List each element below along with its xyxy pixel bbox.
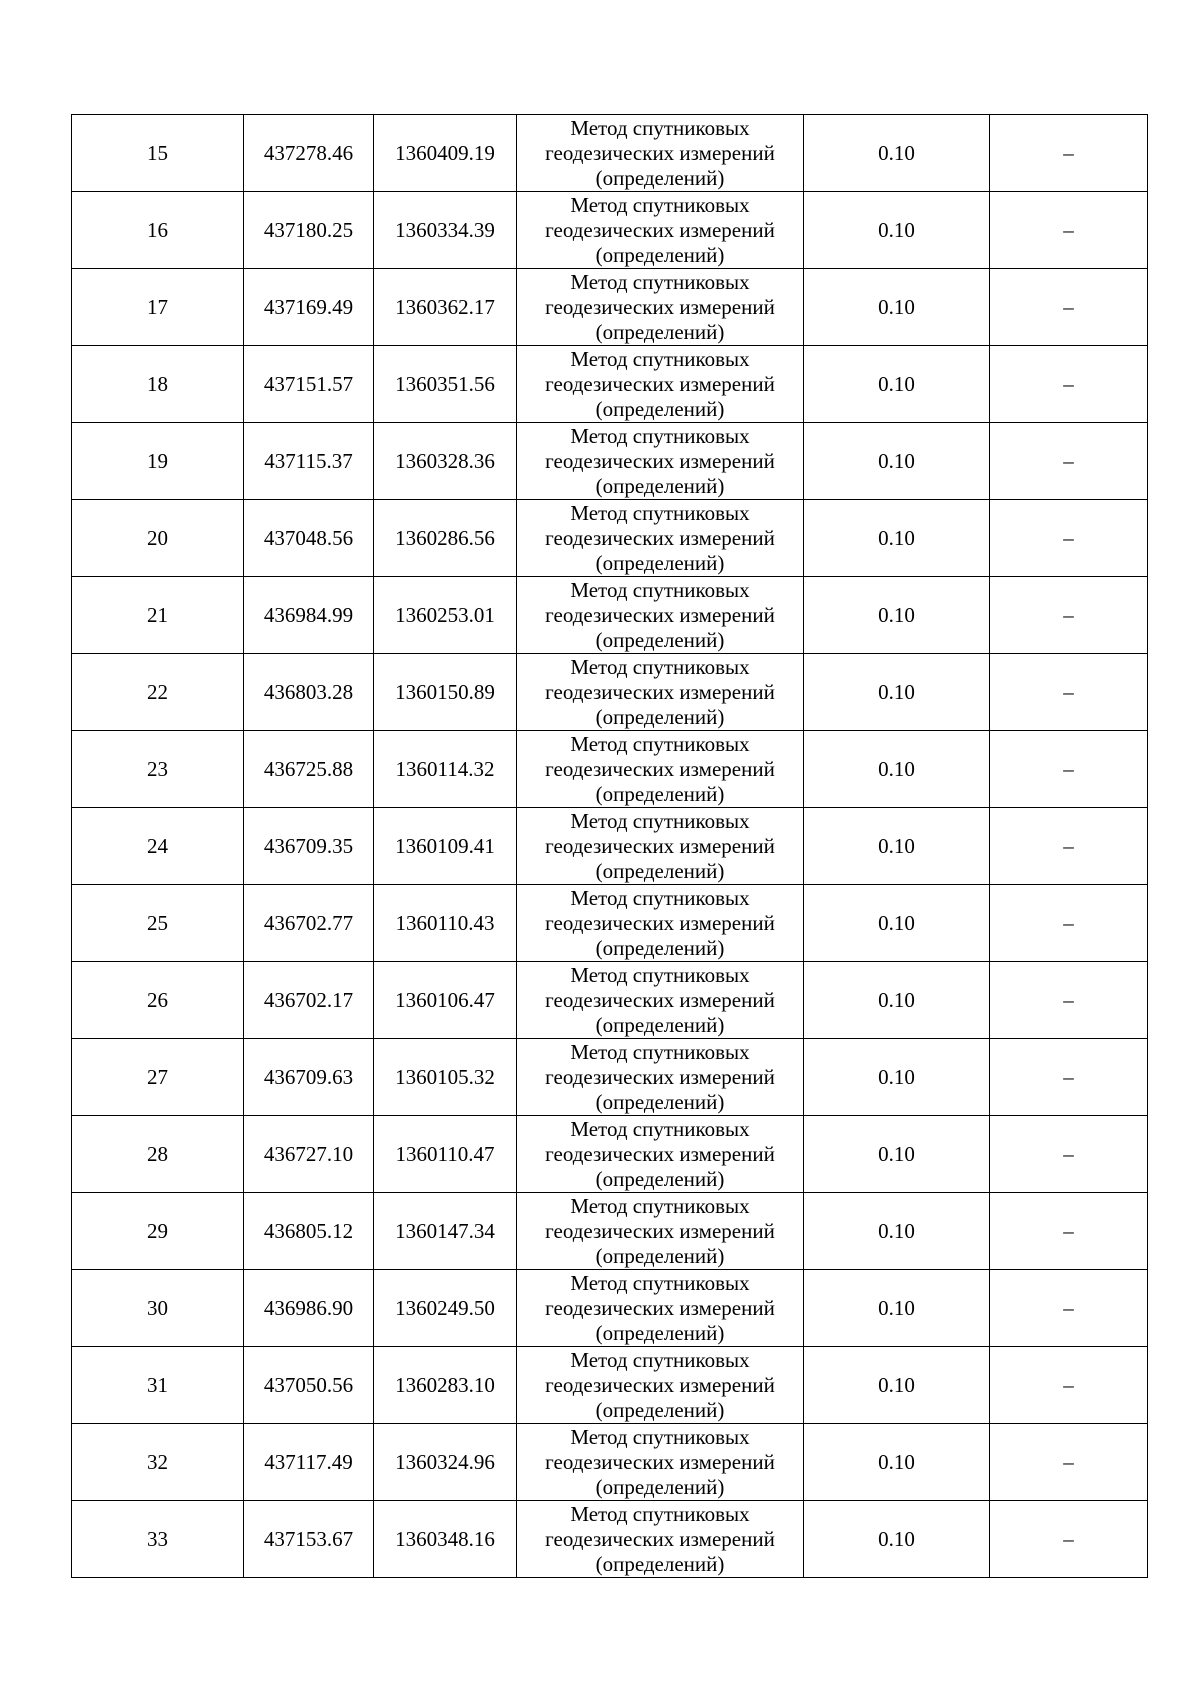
method-cell [517,885,804,962]
method-line: геодезических измерений [545,1372,775,1397]
method-line: (определений) [595,1320,725,1345]
method-line: геодезических измерений [545,448,775,473]
table-row [72,962,1148,1039]
y-coordinate-cell: 1360409.19 [374,115,517,192]
y-coordinate-cell: 1360105.32 [374,1039,517,1116]
method-cell [517,1270,804,1347]
method-cell [517,192,804,269]
method-line: (определений) [595,1551,725,1576]
point-number-cell: 16 [72,192,244,269]
method-cell [517,1039,804,1116]
method-line: (определений) [595,1474,725,1499]
y-coordinate-cell: 1360334.39 [374,192,517,269]
point-number-cell: 26 [72,962,244,1039]
description-cell: – [990,1193,1148,1270]
method-line: Метод спутниковых [570,1424,750,1449]
description-cell: – [990,1424,1148,1501]
y-coordinate-cell: 1360324.96 [374,1424,517,1501]
x-coordinate-cell: 436803.28 [244,654,374,731]
method-line: геодезических измерений [545,217,775,242]
method-line: Метод спутниковых [570,269,750,294]
description-cell: – [990,577,1148,654]
method-cell [517,577,804,654]
accuracy-cell: 0.10 [804,269,990,346]
table-row [72,1116,1148,1193]
table-row [72,346,1148,423]
method-line: (определений) [595,1089,725,1114]
method-line: геодезических измерений [545,294,775,319]
accuracy-cell: 0.10 [804,885,990,962]
method-line: геодезических измерений [545,1141,775,1166]
method-line: (определений) [595,627,725,652]
y-coordinate-cell: 1360110.47 [374,1116,517,1193]
method-cell [517,654,804,731]
y-coordinate-cell: 1360328.36 [374,423,517,500]
method-line: (определений) [595,858,725,883]
method-line: Метод спутниковых [570,1347,750,1372]
method-cell [517,808,804,885]
method-line: Метод спутниковых [570,1270,750,1295]
point-number-cell: 19 [72,423,244,500]
method-cell [517,1501,804,1578]
method-line: Метод спутниковых [570,808,750,833]
method-line: геодезических измерений [545,1218,775,1243]
y-coordinate-cell: 1360362.17 [374,269,517,346]
method-line: Метод спутниковых [570,962,750,987]
x-coordinate-cell: 436986.90 [244,1270,374,1347]
accuracy-cell: 0.10 [804,500,990,577]
method-line: (определений) [595,242,725,267]
accuracy-cell: 0.10 [804,346,990,423]
method-line: Метод спутниковых [570,1039,750,1064]
accuracy-cell: 0.10 [804,731,990,808]
method-line: (определений) [595,1012,725,1037]
y-coordinate-cell: 1360351.56 [374,346,517,423]
method-cell [517,423,804,500]
method-line: геодезических измерений [545,140,775,165]
y-coordinate-cell: 1360249.50 [374,1270,517,1347]
method-line: геодезических измерений [545,833,775,858]
accuracy-cell: 0.10 [804,1270,990,1347]
method-line: геодезических измерений [545,987,775,1012]
point-number-cell: 33 [72,1501,244,1578]
method-line: (определений) [595,1243,725,1268]
point-number-cell: 28 [72,1116,244,1193]
x-coordinate-cell: 437117.49 [244,1424,374,1501]
description-cell: – [990,808,1148,885]
method-line: Метод спутниковых [570,1501,750,1526]
method-cell [517,1193,804,1270]
description-cell: – [990,1270,1148,1347]
method-line: Метод спутниковых [570,577,750,602]
accuracy-cell: 0.10 [804,577,990,654]
method-line: (определений) [595,781,725,806]
method-line: (определений) [595,473,725,498]
method-line: Метод спутниковых [570,192,750,217]
description-cell: – [990,885,1148,962]
x-coordinate-cell: 437278.46 [244,115,374,192]
x-coordinate-cell: 436984.99 [244,577,374,654]
point-number-cell: 18 [72,346,244,423]
method-cell [517,500,804,577]
method-cell [517,1347,804,1424]
method-line: (определений) [595,319,725,344]
point-number-cell: 30 [72,1270,244,1347]
x-coordinate-cell: 437115.37 [244,423,374,500]
y-coordinate-cell: 1360114.32 [374,731,517,808]
accuracy-cell: 0.10 [804,423,990,500]
method-line: геодезических измерений [545,1295,775,1320]
method-line: Метод спутниковых [570,346,750,371]
method-line: Метод спутниковых [570,423,750,448]
table-row [72,731,1148,808]
method-cell [517,731,804,808]
point-number-cell: 15 [72,115,244,192]
description-cell: – [990,731,1148,808]
method-line: геодезических измерений [545,756,775,781]
x-coordinate-cell: 437169.49 [244,269,374,346]
method-line: Метод спутниковых [570,1116,750,1141]
description-cell: – [990,269,1148,346]
table-row [72,885,1148,962]
point-number-cell: 17 [72,269,244,346]
table-row [72,269,1148,346]
y-coordinate-cell: 1360147.34 [374,1193,517,1270]
y-coordinate-cell: 1360348.16 [374,1501,517,1578]
accuracy-cell: 0.10 [804,1424,990,1501]
description-cell: – [990,1501,1148,1578]
table-body [72,115,1148,1578]
method-line: Метод спутниковых [570,885,750,910]
table-row [72,1501,1148,1578]
method-cell [517,115,804,192]
method-line: (определений) [595,396,725,421]
x-coordinate-cell: 436702.17 [244,962,374,1039]
method-line: Метод спутниковых [570,731,750,756]
x-coordinate-cell: 437180.25 [244,192,374,269]
method-cell [517,1424,804,1501]
description-cell: – [990,192,1148,269]
y-coordinate-cell: 1360106.47 [374,962,517,1039]
accuracy-cell: 0.10 [804,654,990,731]
method-cell [517,346,804,423]
table-row [72,577,1148,654]
method-cell [517,269,804,346]
table-row [72,115,1148,192]
x-coordinate-cell: 436805.12 [244,1193,374,1270]
method-line: (определений) [595,1397,725,1422]
method-line: (определений) [595,704,725,729]
y-coordinate-cell: 1360286.56 [374,500,517,577]
point-number-cell: 21 [72,577,244,654]
accuracy-cell: 0.10 [804,1116,990,1193]
point-number-cell: 23 [72,731,244,808]
method-line: геодезических измерений [545,679,775,704]
table-row [72,808,1148,885]
description-cell: – [990,500,1148,577]
method-line: геодезических измерений [545,602,775,627]
method-cell [517,962,804,1039]
accuracy-cell: 0.10 [804,192,990,269]
point-number-cell: 22 [72,654,244,731]
point-number-cell: 25 [72,885,244,962]
method-line: (определений) [595,935,725,960]
method-line: (определений) [595,165,725,190]
method-line: (определений) [595,550,725,575]
x-coordinate-cell: 437153.67 [244,1501,374,1578]
x-coordinate-cell: 436709.35 [244,808,374,885]
description-cell: – [990,654,1148,731]
accuracy-cell: 0.10 [804,1501,990,1578]
x-coordinate-cell: 436709.63 [244,1039,374,1116]
method-line: геодезических измерений [545,910,775,935]
x-coordinate-cell: 436727.10 [244,1116,374,1193]
method-line: геодезических измерений [545,371,775,396]
x-coordinate-cell: 437050.56 [244,1347,374,1424]
description-cell: – [990,1039,1148,1116]
table-row [72,1039,1148,1116]
accuracy-cell: 0.10 [804,962,990,1039]
y-coordinate-cell: 1360253.01 [374,577,517,654]
y-coordinate-cell: 1360110.43 [374,885,517,962]
description-cell: – [990,346,1148,423]
x-coordinate-cell: 436725.88 [244,731,374,808]
point-number-cell: 32 [72,1424,244,1501]
point-number-cell: 20 [72,500,244,577]
table-row [72,1424,1148,1501]
x-coordinate-cell: 436702.77 [244,885,374,962]
y-coordinate-cell: 1360150.89 [374,654,517,731]
method-line: Метод спутниковых [570,1193,750,1218]
table-row [72,1193,1148,1270]
method-line: Метод спутниковых [570,115,750,140]
method-line: Метод спутниковых [570,654,750,679]
method-line: геодезических измерений [545,1449,775,1474]
method-cell [517,1116,804,1193]
accuracy-cell: 0.10 [804,1347,990,1424]
method-line: (определений) [595,1166,725,1191]
accuracy-cell: 0.10 [804,1039,990,1116]
x-coordinate-cell: 437151.57 [244,346,374,423]
y-coordinate-cell: 1360283.10 [374,1347,517,1424]
table-row [72,654,1148,731]
description-cell: – [990,1347,1148,1424]
y-coordinate-cell: 1360109.41 [374,808,517,885]
table-row [72,192,1148,269]
table-row [72,1270,1148,1347]
point-number-cell: 27 [72,1039,244,1116]
method-line: геодезических измерений [545,1064,775,1089]
description-cell: – [990,423,1148,500]
description-cell: – [990,1116,1148,1193]
coordinates-table [71,114,1148,1578]
table-row [72,500,1148,577]
method-line: геодезических измерений [545,525,775,550]
table-row [72,1347,1148,1424]
point-number-cell: 29 [72,1193,244,1270]
method-line: геодезических измерений [545,1526,775,1551]
accuracy-cell: 0.10 [804,1193,990,1270]
x-coordinate-cell: 437048.56 [244,500,374,577]
method-line: Метод спутниковых [570,500,750,525]
description-cell: – [990,962,1148,1039]
table-row [72,423,1148,500]
point-number-cell: 31 [72,1347,244,1424]
accuracy-cell: 0.10 [804,808,990,885]
description-cell: – [990,115,1148,192]
accuracy-cell: 0.10 [804,115,990,192]
point-number-cell: 24 [72,808,244,885]
